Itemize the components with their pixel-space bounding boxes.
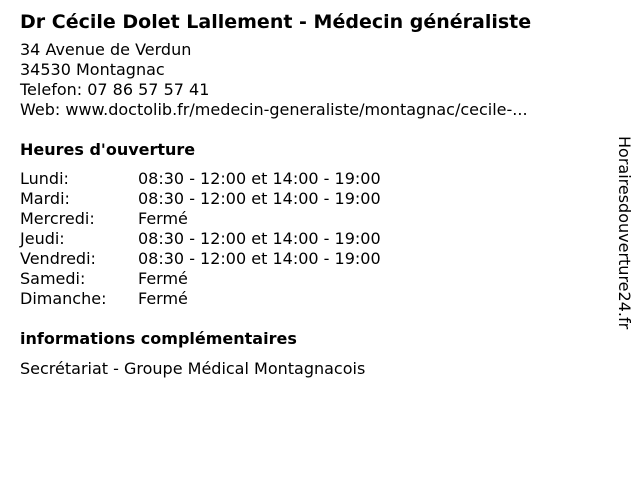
hours-time: Fermé [138, 209, 188, 228]
hours-day: Vendredi: [20, 249, 96, 268]
hours-row-tuesday [20, 189, 600, 209]
hours-day: Samedi: [20, 269, 86, 288]
hours-row-friday [20, 249, 600, 269]
address-city: 34530 Montagnac [20, 60, 165, 79]
info-text: Secrétariat - Groupe Médical Montagnacois [20, 359, 366, 378]
hours-day: Mardi: [20, 189, 70, 208]
business-card [20, 8, 600, 379]
hours-row-thursday [20, 229, 600, 249]
hours-day: Mercredi: [20, 209, 95, 228]
hours-table [20, 169, 600, 309]
hours-time: 08:30 - 12:00 et 14:00 - 19:00 [138, 169, 381, 188]
hours-time: Fermé [138, 269, 188, 288]
address-street: 34 Avenue de Verdun [20, 40, 192, 59]
hours-row-saturday [20, 269, 600, 289]
site-watermark: Horairesdouverture24.fr [615, 136, 634, 330]
hours-time: 08:30 - 12:00 et 14:00 - 19:00 [138, 229, 381, 248]
hours-time: 08:30 - 12:00 et 14:00 - 19:00 [138, 189, 381, 208]
hours-row-sunday [20, 289, 600, 309]
hours-heading: Heures d'ouverture [20, 140, 196, 159]
hours-day: Dimanche: [20, 289, 107, 308]
hours-time: 08:30 - 12:00 et 14:00 - 19:00 [138, 249, 381, 268]
website-line: Web: www.doctolib.fr/medecin-generaliste/montagnac/cecile-... [20, 100, 528, 119]
hours-time: Fermé [138, 289, 188, 308]
phone-number: Telefon: 07 86 57 57 41 [20, 80, 210, 99]
page-title: Dr Cécile Dolet Lallement - Médecin généraliste [20, 11, 532, 33]
info-heading: informations complémentaires [20, 329, 297, 348]
hours-row-monday [20, 169, 600, 189]
hours-day: Lundi: [20, 169, 69, 188]
address-block [20, 40, 600, 120]
hours-row-wednesday [20, 209, 600, 229]
hours-day: Jeudi: [20, 229, 65, 248]
